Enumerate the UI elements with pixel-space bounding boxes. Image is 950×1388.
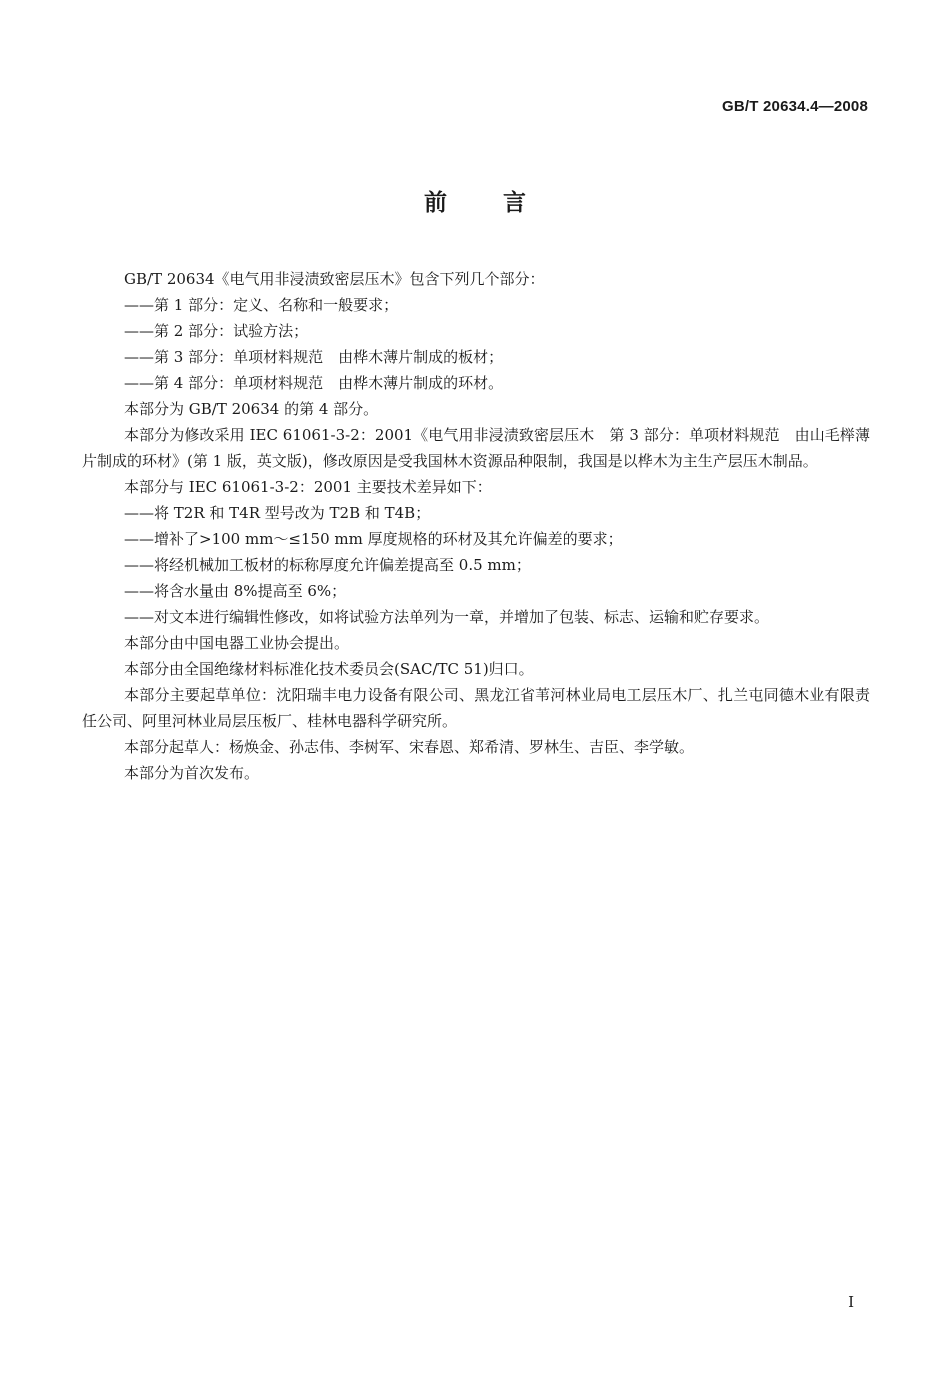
- list-item-difference-4: ——将含水量由 8%提高至 6%；: [124, 582, 347, 600]
- paragraph-proposed-by: 本部分由中国电器工业协会提出。: [124, 634, 350, 652]
- list-item-part-3: ——第 3 部分：单项材料规范 由桦木薄片制成的板材；: [124, 348, 504, 366]
- page-title: 前言: [424, 190, 582, 216]
- standard-number: GB/T 20634.4—2008: [722, 98, 868, 115]
- paragraph-parts-intro: GB/T 20634《电气用非浸渍致密层压木》包含下列几个部分：: [124, 270, 545, 288]
- list-item-difference-1: ——将 T2R 和 T4R 型号改为 T2B 和 T4B；: [124, 504, 431, 522]
- foreword-body: [82, 266, 870, 786]
- paragraph-differences-intro: 本部分与 IEC 61061-3-2：2001 主要技术差异如下：: [124, 478, 492, 496]
- paragraph-first-release: 本部分为首次发布。: [124, 764, 260, 782]
- paragraph-drafters: 本部分起草人：杨焕金、孙志伟、李树军、宋春恩、郑希清、罗林生、吉臣、李学敏。: [124, 738, 695, 756]
- paragraph-drafting-units: 本部分主要起草单位：沈阳瑞丰电力设备有限公司、黑龙江省苇河林业局电工层压木厂、扎兰屯同德木业有限责任公司、阿里河林业局层压板厂、桂林电器科学研究所。: [82, 686, 870, 730]
- list-item-difference-3: ——将经机械加工板材的标称厚度允许偏差提高至 0.5 mm；: [124, 556, 531, 574]
- paragraph-this-part: 本部分为 GB/T 20634 的第 4 部分。: [124, 400, 379, 418]
- list-item-difference-5: ——对文本进行编辑性修改，如将试验方法单列为一章，并增加了包装、标志、运输和贮存要求。: [124, 608, 770, 626]
- paragraph-under-jurisdiction: 本部分由全国绝缘材料标准化技术委员会(SAC/TC 51)归口。: [124, 660, 534, 678]
- list-item-part-2: ——第 2 部分：试验方法；: [124, 322, 309, 340]
- paragraph-adoption: 本部分为修改采用 IEC 61061-3-2：2001《电气用非浸渍致密层压木 第 3 部分：单项材料规范 由山毛榉薄片制成的环材》(第 1 版，英文版)，修改原因是受我国林木资源品种限制，我国是以桦木为主生产层压木制品。: [82, 426, 870, 470]
- page-number: I: [848, 1293, 854, 1311]
- list-item-part-4: ——第 4 部分：单项材料规范 由桦木薄片制成的环材。: [124, 374, 504, 392]
- list-item-difference-2: ——增补了>100 mm～≤150 mm 厚度规格的环材及其允许偏差的要求；: [124, 530, 623, 548]
- list-item-part-1: ——第 1 部分：定义、名称和一般要求；: [124, 296, 399, 314]
